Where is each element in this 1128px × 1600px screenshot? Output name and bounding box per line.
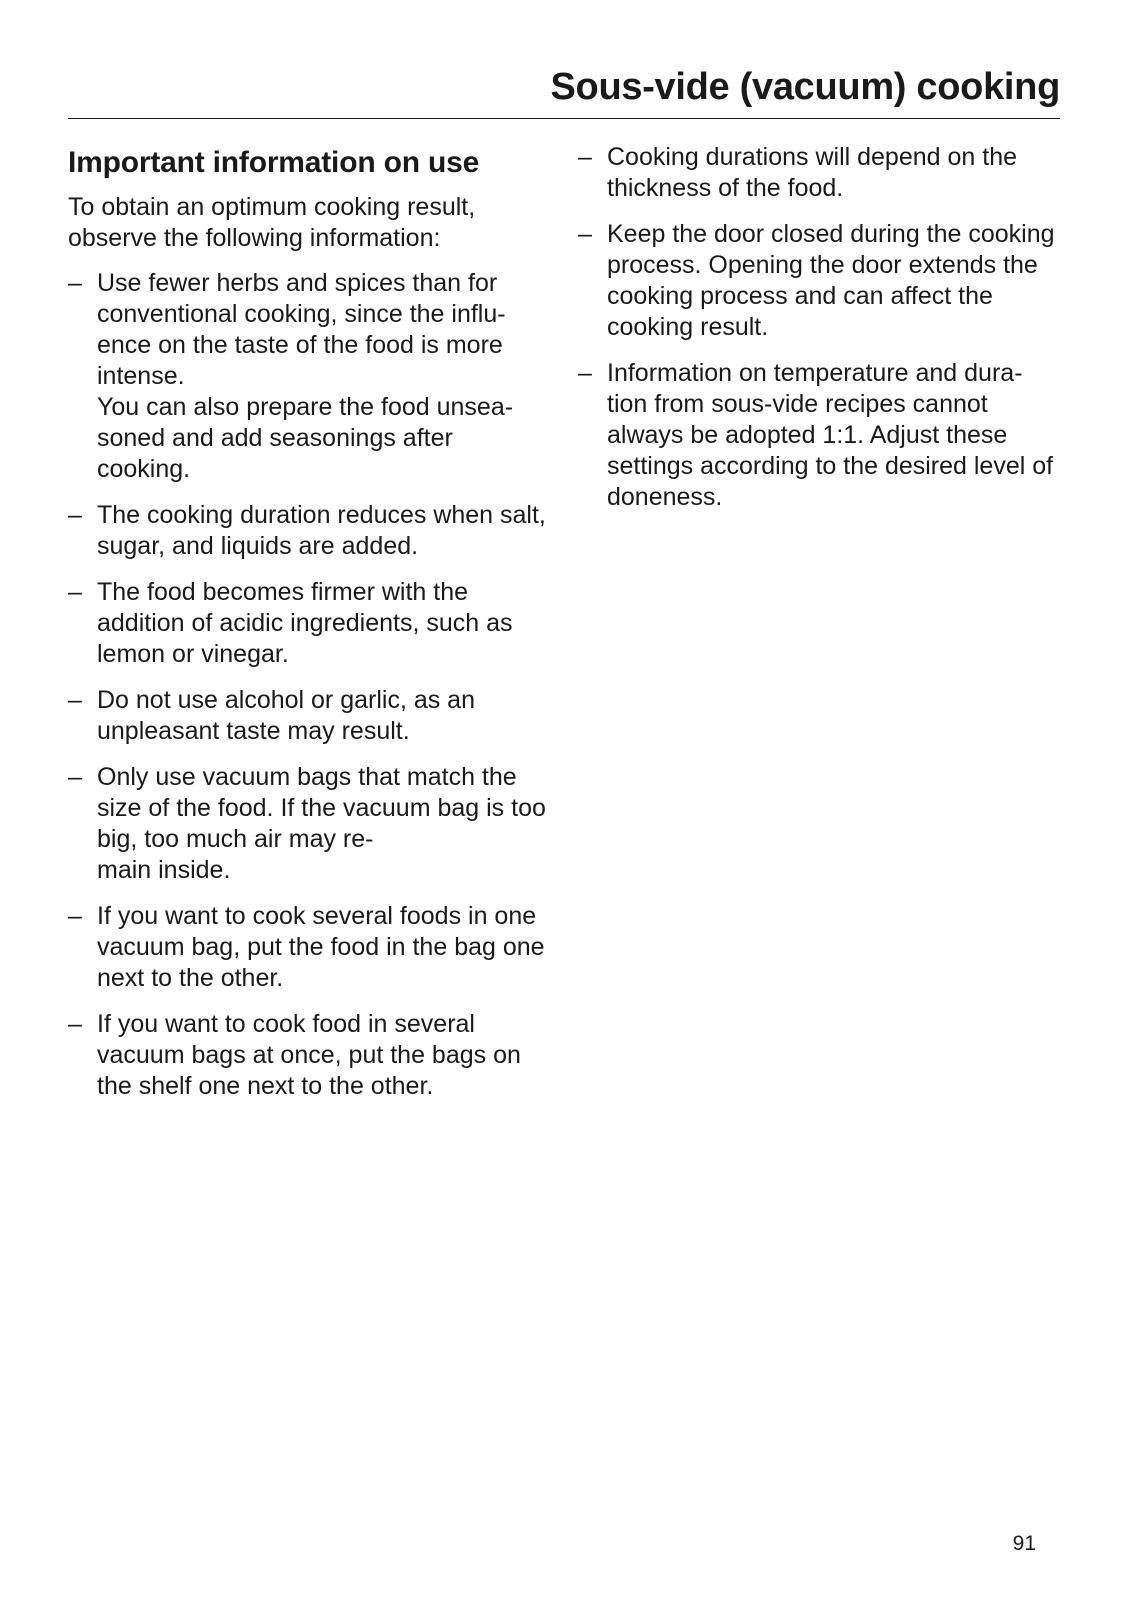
list-item-text: Use fewer herbs and spices than for conventional cooking, since the influ- ence on the taste of the food is more intense. You can also prepare the food unsea- soned and add seasonings after cooking.: [97, 269, 514, 483]
dash-bullet: –: [68, 578, 82, 606]
list-item: [578, 142, 1068, 204]
list-item-text: Do not use alcohol or garlic, as an unpleasant taste may result.: [97, 686, 475, 745]
right-instruction-list: [578, 142, 1068, 513]
list-item: [578, 358, 1068, 513]
list-item: [68, 685, 546, 747]
right-column: [578, 142, 1068, 528]
dash-bullet: –: [578, 143, 592, 171]
list-item-text: If you want to cook several foods in one vacuum bag, put the food in the bag one next to the other.: [97, 902, 545, 992]
dash-bullet: –: [68, 269, 82, 297]
list-item-text: The food becomes firmer with the addition of acidic ingredients, such as lemon or vinegar.: [97, 578, 513, 668]
list-item-text: Cooking durations will depend on the thickness of the food.: [607, 143, 1017, 202]
dash-bullet: –: [578, 359, 592, 387]
list-item: [68, 268, 546, 485]
section-heading: Important information on use: [68, 146, 480, 179]
list-item: [68, 577, 546, 670]
dash-bullet: –: [68, 763, 82, 791]
page-header: [68, 62, 1060, 119]
left-instruction-list: [68, 268, 546, 1102]
list-item: [68, 500, 546, 562]
dash-bullet: –: [68, 686, 82, 714]
list-item: [68, 901, 546, 994]
list-item-text: Only use vacuum bags that match the size of the food. If the vacuum bag is too big, too much air may re- main inside.: [97, 763, 546, 884]
list-item: [578, 219, 1068, 343]
dash-bullet: –: [68, 501, 82, 529]
list-item-text: If you want to cook food in several vacuum bags at once, put the bags on the shelf one next to the other.: [97, 1010, 521, 1100]
left-column: [68, 140, 546, 1117]
list-item-text: The cooking duration reduces when salt, sugar, and liquids are added.: [97, 501, 546, 560]
dash-bullet: –: [68, 1010, 82, 1038]
page-title: Sous-vide (vacuum) cooking: [550, 66, 1060, 108]
dash-bullet: –: [68, 902, 82, 930]
page-number: 91: [1012, 1532, 1036, 1555]
list-item: [68, 1009, 546, 1102]
list-item: [68, 762, 546, 886]
intro-paragraph: To obtain an optimum cooking result, observe the following information:: [68, 193, 476, 252]
dash-bullet: –: [578, 220, 592, 248]
list-item-text: Information on temperature and dura- tion from sous-vide recipes cannot always be adopted 1:1. Adjust these settings according to the desired level of doneness.: [607, 359, 1054, 511]
list-item-text: Keep the door closed during the cooking process. Opening the door extends the cooking process and can affect the cooking result.: [607, 220, 1055, 341]
